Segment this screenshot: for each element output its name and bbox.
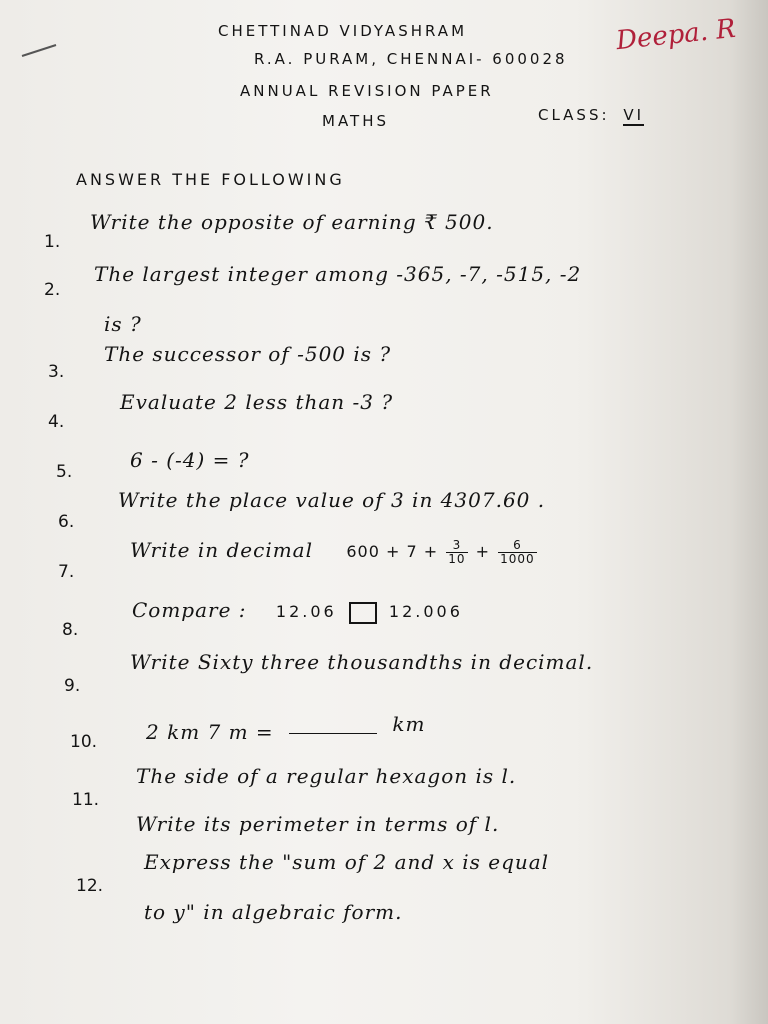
answer-blank	[289, 733, 377, 734]
answer-box	[349, 602, 377, 624]
expression-part: 600 + 7 +	[346, 542, 439, 561]
denominator: 1000	[500, 552, 535, 566]
question-text	[146, 712, 426, 744]
unit-label: km	[392, 712, 426, 736]
pencil-mark	[20, 40, 60, 60]
question-text-main: Compare :	[132, 598, 247, 622]
question-number: 8.	[62, 620, 79, 640]
class-value: VI	[623, 106, 645, 124]
question-text-main: 2 km 7 m =	[146, 720, 274, 744]
subject-title: MATHS	[322, 112, 390, 130]
question-text: The largest integer among -365, -7, -515, -2	[94, 262, 582, 286]
paper-title: ANNUAL REVISION PAPER	[240, 82, 494, 100]
fraction-6-1000	[498, 539, 537, 566]
question-number: 1.	[44, 232, 61, 252]
question-text	[130, 538, 539, 566]
plus-sign: +	[475, 542, 491, 561]
question-text: Express the "sum of 2 and x is equal	[144, 850, 550, 874]
section-title: ANSWER THE FOLLOWING	[76, 170, 345, 189]
question-text: Write the opposite of earning ₹ 500.	[90, 210, 494, 234]
question-text: Evaluate 2 less than -3 ?	[120, 390, 394, 414]
question-text-cont: is ?	[104, 312, 142, 336]
question-number: 11.	[72, 790, 100, 810]
question-number: 6.	[58, 512, 75, 532]
numerator: 3	[446, 539, 467, 553]
question-number: 9.	[64, 676, 81, 696]
compare-expression	[276, 602, 463, 621]
question-number: 7.	[58, 562, 75, 582]
numerator: 6	[498, 539, 537, 553]
question-number: 4.	[48, 412, 65, 432]
question-number: 2.	[44, 280, 61, 300]
teacher-signature: Deepa. R	[614, 13, 738, 57]
compare-right: 12.006	[388, 602, 463, 621]
question-text: The successor of -500 is ?	[104, 342, 392, 366]
decimal-expression	[346, 538, 538, 566]
class-label-text: CLASS:	[538, 106, 610, 124]
question-text: The side of a regular hexagon is l.	[136, 764, 517, 788]
question-text	[132, 598, 463, 624]
question-number: 3.	[48, 362, 65, 382]
question-text-cont: Write its perimeter in terms of l.	[136, 812, 500, 836]
compare-left: 12.06	[275, 602, 337, 621]
question-number: 12.	[76, 876, 104, 896]
question-text: 6 - (-4) = ?	[130, 448, 250, 472]
fraction-3-10	[446, 539, 467, 566]
question-text-cont: to y" in algebraic form.	[144, 900, 403, 924]
question-text: Write Sixty three thousandths in decimal.	[130, 650, 594, 674]
class-label	[538, 106, 644, 124]
denominator: 10	[448, 552, 466, 566]
school-name: CHETTINAD VIDYASHRAM	[218, 22, 468, 40]
question-number: 10.	[70, 732, 98, 752]
question-number: 5.	[56, 462, 73, 482]
school-address: R.A. PURAM, CHENNAI- 600028	[254, 50, 568, 68]
question-text-main: Write in decimal	[130, 538, 314, 562]
question-text: Write the place value of 3 in 4307.60 .	[118, 488, 546, 512]
